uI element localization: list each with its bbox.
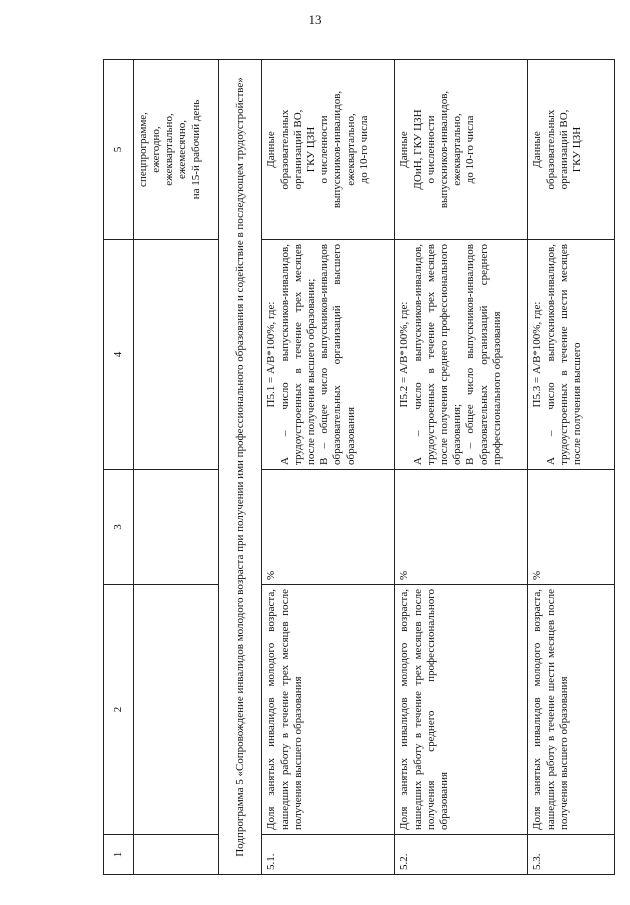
- formula-cell: [528, 240, 615, 470]
- source-line: образовательных: [278, 109, 291, 190]
- source-line: Данные: [531, 131, 544, 168]
- source-line: ежегодно,: [150, 126, 163, 173]
- cell-empty: [133, 240, 218, 470]
- indicator-name: Доля занятых инвалидов молодого возраста, нашедших работу в течение шести месяцев после получения высшего образования: [528, 585, 615, 835]
- source-line: о численности: [424, 115, 437, 184]
- formula-b: В – общее число выпускников-инвалидов образовательных организаций высшего образования: [318, 244, 357, 465]
- formula-cell: [395, 240, 528, 470]
- source-line: организаций ВО,: [557, 109, 570, 190]
- source-line: ежемесячно,: [176, 120, 189, 179]
- row-number: 5.2.: [395, 835, 528, 875]
- page-number: 13: [308, 12, 322, 27]
- source-line: спецпрограмме,: [136, 112, 149, 187]
- source-line: образовательных: [544, 109, 557, 190]
- formula-title: П5.1 = А/В*100%, где:: [265, 301, 278, 408]
- indicator-name: Доля занятых инвалидов молодого возраста, нашедших работу в течение трех месяцев после получения среднего профессионального образования: [395, 585, 528, 835]
- indicators-table: [103, 59, 615, 875]
- row-number: 5.1.: [262, 835, 395, 875]
- formula-b: В – общее число выпускников-инвалидов образовательных организаций среднего профессионального образования: [464, 244, 503, 465]
- source-line: ГКУ ЦЗН: [305, 126, 318, 173]
- source-cell: [528, 60, 615, 240]
- subprogram-row: [219, 60, 262, 875]
- column-header: 1: [104, 835, 134, 875]
- source-line: на 15-й рабочий день: [189, 99, 202, 200]
- column-header: 5: [104, 60, 134, 240]
- column-header: 3: [104, 470, 134, 585]
- subprogram-title: Подпрограмма 5 «Сопровождение инвалидов молодого возраста при получении ими профессионального образования и содействие в последующем трудоустройстве»: [219, 60, 262, 875]
- cell-empty: [133, 470, 218, 585]
- formula-title: П5.2 = А/В*100%, где:: [398, 301, 411, 408]
- column-number-row: [104, 60, 134, 875]
- row-number: 5.3.: [528, 835, 615, 875]
- source-line: до 10-го числа: [357, 115, 370, 184]
- cell-empty: [133, 835, 218, 875]
- column-header: 4: [104, 240, 134, 470]
- column-header: 2: [104, 585, 134, 835]
- source-cell: [395, 60, 528, 240]
- source-line: ежеквартально,: [451, 113, 464, 186]
- formula-a: А – число выпускников-инвалидов, трудоустроенных в течение шести месяцев после получения высшего: [544, 244, 584, 465]
- source-line: ДОиН, ГКУ ЦЗН: [411, 109, 424, 190]
- continuation-row: [133, 60, 218, 875]
- source-line: Данные: [398, 131, 411, 168]
- formula-title: П5.3 = А/В*100%, где:: [531, 301, 544, 408]
- formula-a: А – число выпускников-инвалидов, трудоустроенных в течение трех месяцев после получения высшего образования;: [278, 244, 318, 465]
- source-line: ежеквартально,: [344, 113, 357, 186]
- unit-cell: %: [528, 470, 615, 585]
- document-sheet: [103, 60, 615, 875]
- source-line: ежеквартально,: [163, 113, 176, 186]
- unit-cell: %: [395, 470, 528, 585]
- table-row: [528, 60, 615, 875]
- source-line: организаций ВО,: [291, 109, 304, 190]
- source-line: выпускников-инвалидов,: [438, 90, 451, 209]
- source-cell: [133, 60, 218, 240]
- cell-empty: [133, 585, 218, 835]
- formula-cell: [262, 240, 395, 470]
- source-line: до 10-го числа: [464, 115, 477, 184]
- unit-cell: %: [262, 470, 395, 585]
- source-line: о численности: [318, 115, 331, 184]
- source-line: выпускников-инвалидов,: [331, 90, 344, 209]
- source-cell: [262, 60, 395, 240]
- source-line: ГКУ ЦЗН: [571, 126, 584, 173]
- table-row: [395, 60, 528, 875]
- table-row: [262, 60, 395, 875]
- formula-a: А – число выпускников-инвалидов, трудоустроенных в течение трех месяцев после получения среднего профессионального образования;: [411, 244, 464, 465]
- source-line: Данные: [265, 131, 278, 168]
- indicator-name: Доля занятых инвалидов молодого возраста, нашедших работу в течение трех месяцев после получения высшего образования: [262, 585, 395, 835]
